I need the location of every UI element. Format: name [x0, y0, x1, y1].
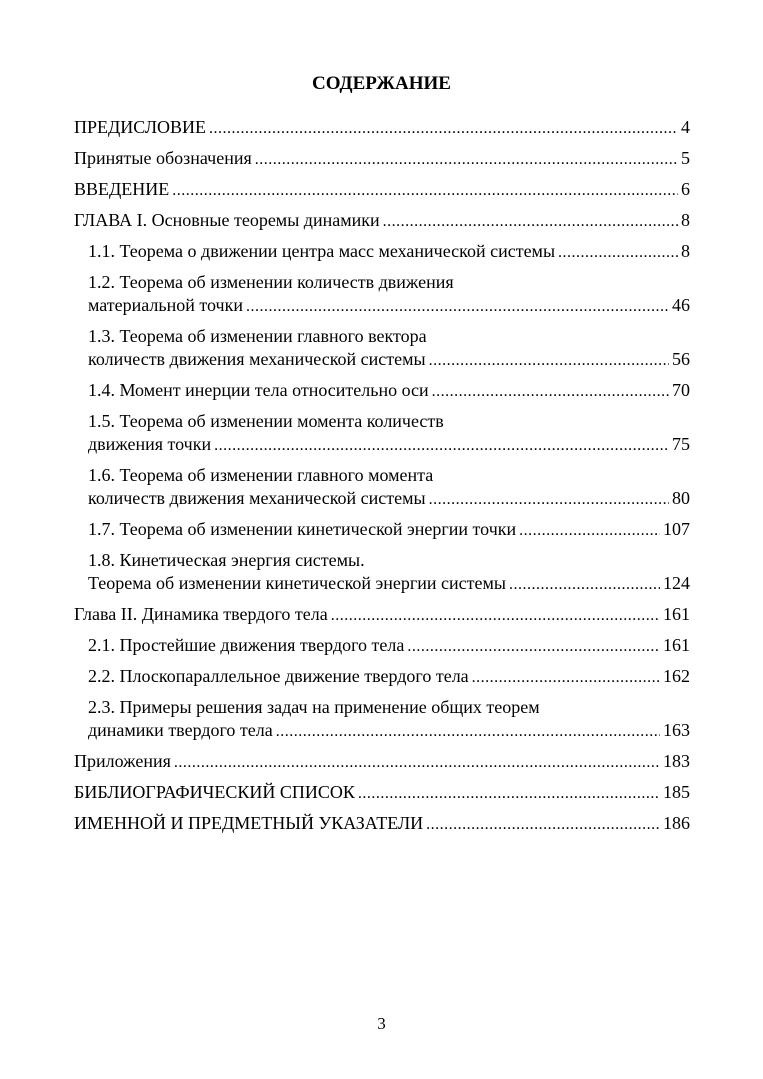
toc-entry-title-line1: 1.6. Теорема об изменении главного момента	[88, 465, 434, 485]
toc-entry-1-3	[88, 325, 690, 372]
toc-entry-title: количеств движения механической системы	[88, 349, 426, 369]
toc-entry-2-1	[88, 634, 690, 658]
toc-entry-1-7	[88, 518, 690, 542]
toc-entry-title: ПРЕДИСЛОВИЕ	[74, 117, 207, 137]
toc-entry-page: 186	[663, 813, 690, 833]
toc-entry-page: 185	[663, 782, 690, 802]
toc-entry-1-8	[88, 549, 690, 596]
toc-entry-chapter-1	[74, 209, 690, 233]
toc-entry-2-3	[88, 696, 690, 743]
toc-entry-title: движения точки	[88, 434, 212, 454]
dot-leader	[407, 635, 660, 658]
toc-entry-title: 1.4. Момент инерции тела относительно оси	[88, 380, 429, 400]
dot-leader	[432, 380, 669, 403]
toc-entry-title-line1: 1.8. Кинетическая энергия системы.	[88, 550, 365, 570]
toc-entry-page: 5	[681, 148, 690, 168]
toc-entry-page: 46	[672, 295, 690, 315]
toc-entry-preface	[74, 116, 690, 140]
dot-leader	[246, 295, 669, 318]
dot-leader	[358, 782, 660, 805]
page-number: 3	[377, 1014, 386, 1033]
toc-entry-index	[74, 812, 690, 836]
toc-entry-title: Приложения	[74, 751, 171, 771]
table-of-contents	[74, 116, 690, 843]
toc-entry-1-2	[88, 271, 690, 318]
toc-entry-page: 162	[663, 666, 690, 686]
toc-entry-page: 107	[663, 519, 690, 539]
toc-entry-page: 183	[663, 751, 690, 771]
toc-entry-title: ВВЕДЕНИЕ	[74, 179, 170, 199]
toc-entry-page: 161	[663, 604, 690, 624]
toc-entry-page: 8	[681, 241, 690, 261]
toc-entry-title: 2.2. Плоскопараллельное движение твердого тела	[88, 666, 469, 686]
toc-entry-introduction	[74, 178, 690, 202]
dot-leader	[509, 573, 660, 596]
dot-leader	[519, 519, 660, 542]
dot-leader	[429, 488, 669, 511]
toc-entry-title: материальной точки	[88, 295, 243, 315]
dot-leader	[429, 349, 669, 372]
dot-leader	[558, 241, 678, 264]
toc-entry-title: ГЛАВА I. Основные теоремы динамики	[74, 210, 380, 230]
toc-entry-title: 1.1. Теорема о движении центра масс механической системы	[88, 241, 556, 261]
toc-entry-1-5	[88, 410, 690, 457]
toc-entry-1-4	[88, 379, 690, 403]
dot-leader	[426, 813, 660, 836]
toc-entry-page: 6	[681, 179, 690, 199]
toc-entry-title: ИМЕННОЙ И ПРЕДМЕТНЫЙ УКАЗАТЕЛИ	[74, 813, 424, 833]
toc-entry-notation	[74, 147, 690, 171]
dot-leader	[214, 434, 669, 457]
toc-entry-title: БИБЛИОГРАФИЧЕСКИЙ СПИСОК	[74, 782, 355, 802]
toc-entry-page: 163	[663, 720, 690, 740]
toc-entry-page: 8	[681, 210, 690, 230]
toc-entry-page: 56	[672, 349, 690, 369]
dot-leader	[276, 720, 660, 743]
toc-entry-appendices	[74, 750, 690, 774]
toc-entry-title: Теорема об изменении кинетической энергии системы	[88, 573, 506, 593]
toc-entry-page: 124	[663, 573, 690, 593]
dot-leader	[209, 117, 678, 140]
toc-entry-title: Принятые обозначения	[74, 148, 252, 168]
dot-leader	[331, 604, 660, 627]
page-title: СОДЕРЖАНИЕ	[312, 73, 451, 94]
toc-entry-title-line1: 1.3. Теорема об изменении главного вектора	[88, 326, 427, 346]
toc-entry-bibliography	[74, 781, 690, 805]
toc-entry-1-1	[88, 240, 690, 264]
toc-entry-1-6	[88, 464, 690, 511]
dot-leader	[383, 210, 678, 233]
toc-entry-page: 80	[672, 488, 690, 508]
toc-entry-title: динамики твердого тела	[88, 720, 273, 740]
dot-leader	[172, 179, 678, 202]
toc-entry-page: 75	[672, 434, 690, 454]
toc-entry-chapter-2	[74, 603, 690, 627]
dot-leader	[255, 148, 678, 171]
toc-entry-title: Глава II. Динамика твердого тела	[74, 604, 328, 624]
toc-entry-title-line1: 1.2. Теорема об изменении количеств движения	[88, 272, 454, 292]
toc-entry-page: 4	[681, 117, 690, 137]
toc-entry-page: 161	[663, 635, 690, 655]
toc-entry-title: 1.7. Теорема об изменении кинетической энергии точки	[88, 519, 517, 539]
dot-leader	[472, 666, 660, 689]
toc-entry-title-line1: 1.5. Теорема об изменении момента количеств	[88, 411, 444, 431]
toc-entry-title: 2.1. Простейшие движения твердого тела	[88, 635, 405, 655]
toc-entry-2-2	[88, 665, 690, 689]
dot-leader	[174, 751, 660, 774]
toc-entry-title: количеств движения механической системы	[88, 488, 426, 508]
toc-entry-title-line1: 2.3. Примеры решения задач на применение общих теорем	[88, 697, 540, 717]
toc-entry-page: 70	[672, 380, 690, 400]
